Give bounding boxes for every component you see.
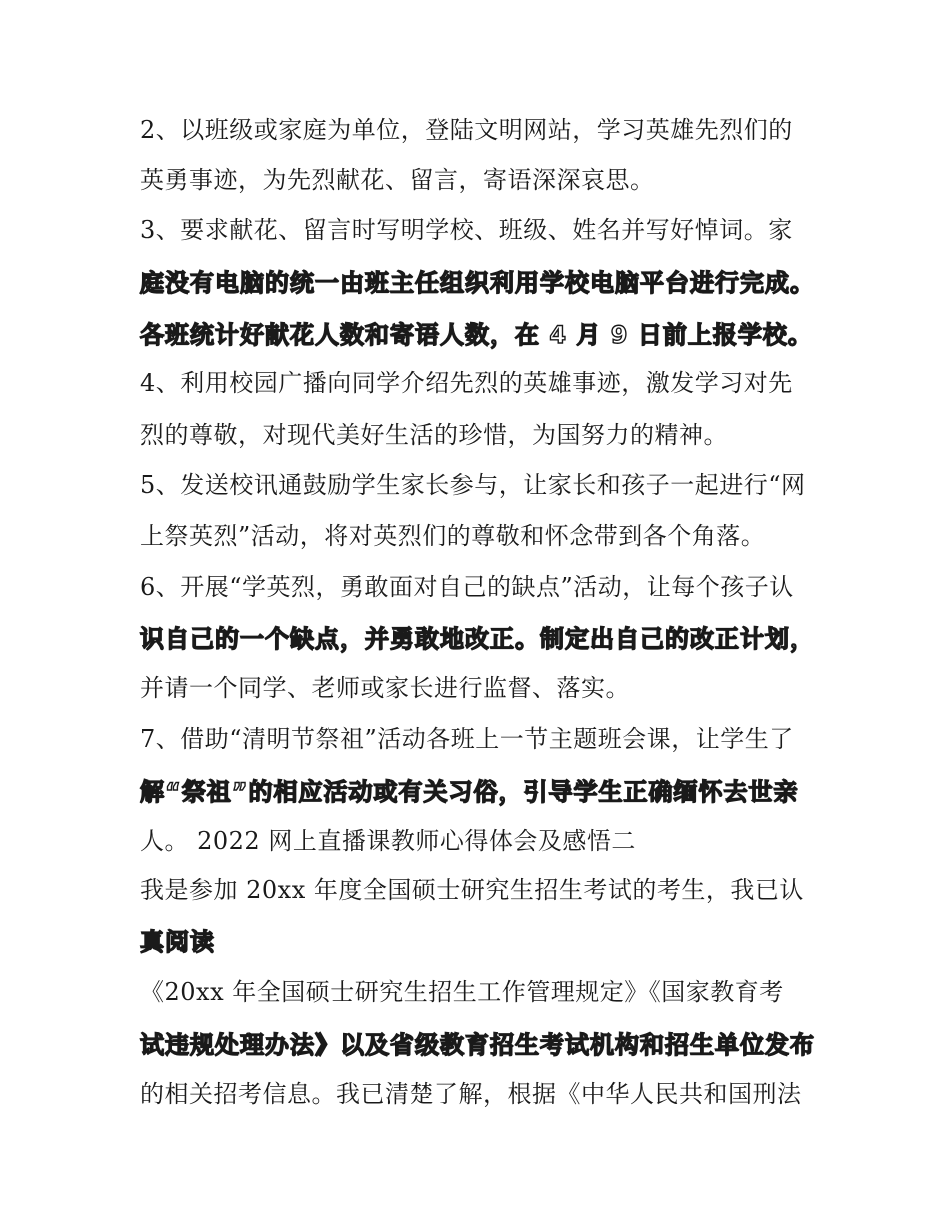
text-line-16: 我是参加 20xx 年度全国硕士研究生招生考试的考生，我已认: [140, 876, 804, 904]
text-line-12: 并请一个同学、老师或家长进行监督、落实。: [140, 674, 630, 702]
text-line-15: 人。 2022 网上直播课教师心得体会及感悟二: [140, 827, 636, 855]
text-line-2: 英勇事迹，为先烈献花、留言，寄语深深哀思。: [140, 166, 655, 194]
text-line-7: 烈的尊敬，对现代美好生活的珍惜，为国努力的精神。: [140, 421, 728, 449]
text-line-4: 庭没有电脑的统一由班主任组织利用学校电脑平台进行完成。: [140, 269, 815, 297]
text-line-19: 试违规处理办法》以及省级教育招生考试机构和招生单位发布: [140, 1031, 815, 1059]
text-line-18: 《20xx 年全国硕士研究生招生工作管理规定》《国家教育考: [140, 978, 784, 1006]
text-line-13: 7、借助“清明节祭祖”活动各班上一节主题班会课，让学生了: [140, 725, 794, 753]
text-line-11: 识自己的一个缺点，并勇敢地改正。制定出自己的改正计划，: [140, 625, 815, 653]
text-line-9: 上祭英烈”活动，将对英烈们的尊敬和怀念带到各个角落。: [140, 522, 766, 550]
text-line-6: 4、利用校园广播向同学介绍先烈的英雄事迹，激发学习对先: [140, 369, 793, 397]
text-line-5: 各班统计好献花人数和寄语人数，在 4 月 9 日前上报学校。: [140, 321, 813, 349]
text-line-10: 6、开展“学英烈，勇敢面对自己的缺点”活动，让每个孩子认: [140, 573, 794, 601]
text-line-3: 3、要求献花、留言时写明学校、班级、姓名并写好悼词。家: [140, 216, 793, 244]
text-line-14: 解“祭祖”的相应活动或有关习俗，引导学生正确缅怀去世亲: [140, 778, 799, 806]
text-line-1: 2、以班级或家庭为单位，登陆文明网站，学习英雄先烈们的: [140, 116, 793, 144]
text-line-17: 真阅读: [140, 928, 215, 956]
text-line-8: 5、发送校讯通鼓励学生家长参与，让家长和孩子一起进行“网: [140, 471, 806, 499]
text-line-20: 的相关招考信息。我已清楚了解，根据《中华人民共和国刑法: [140, 1080, 802, 1108]
